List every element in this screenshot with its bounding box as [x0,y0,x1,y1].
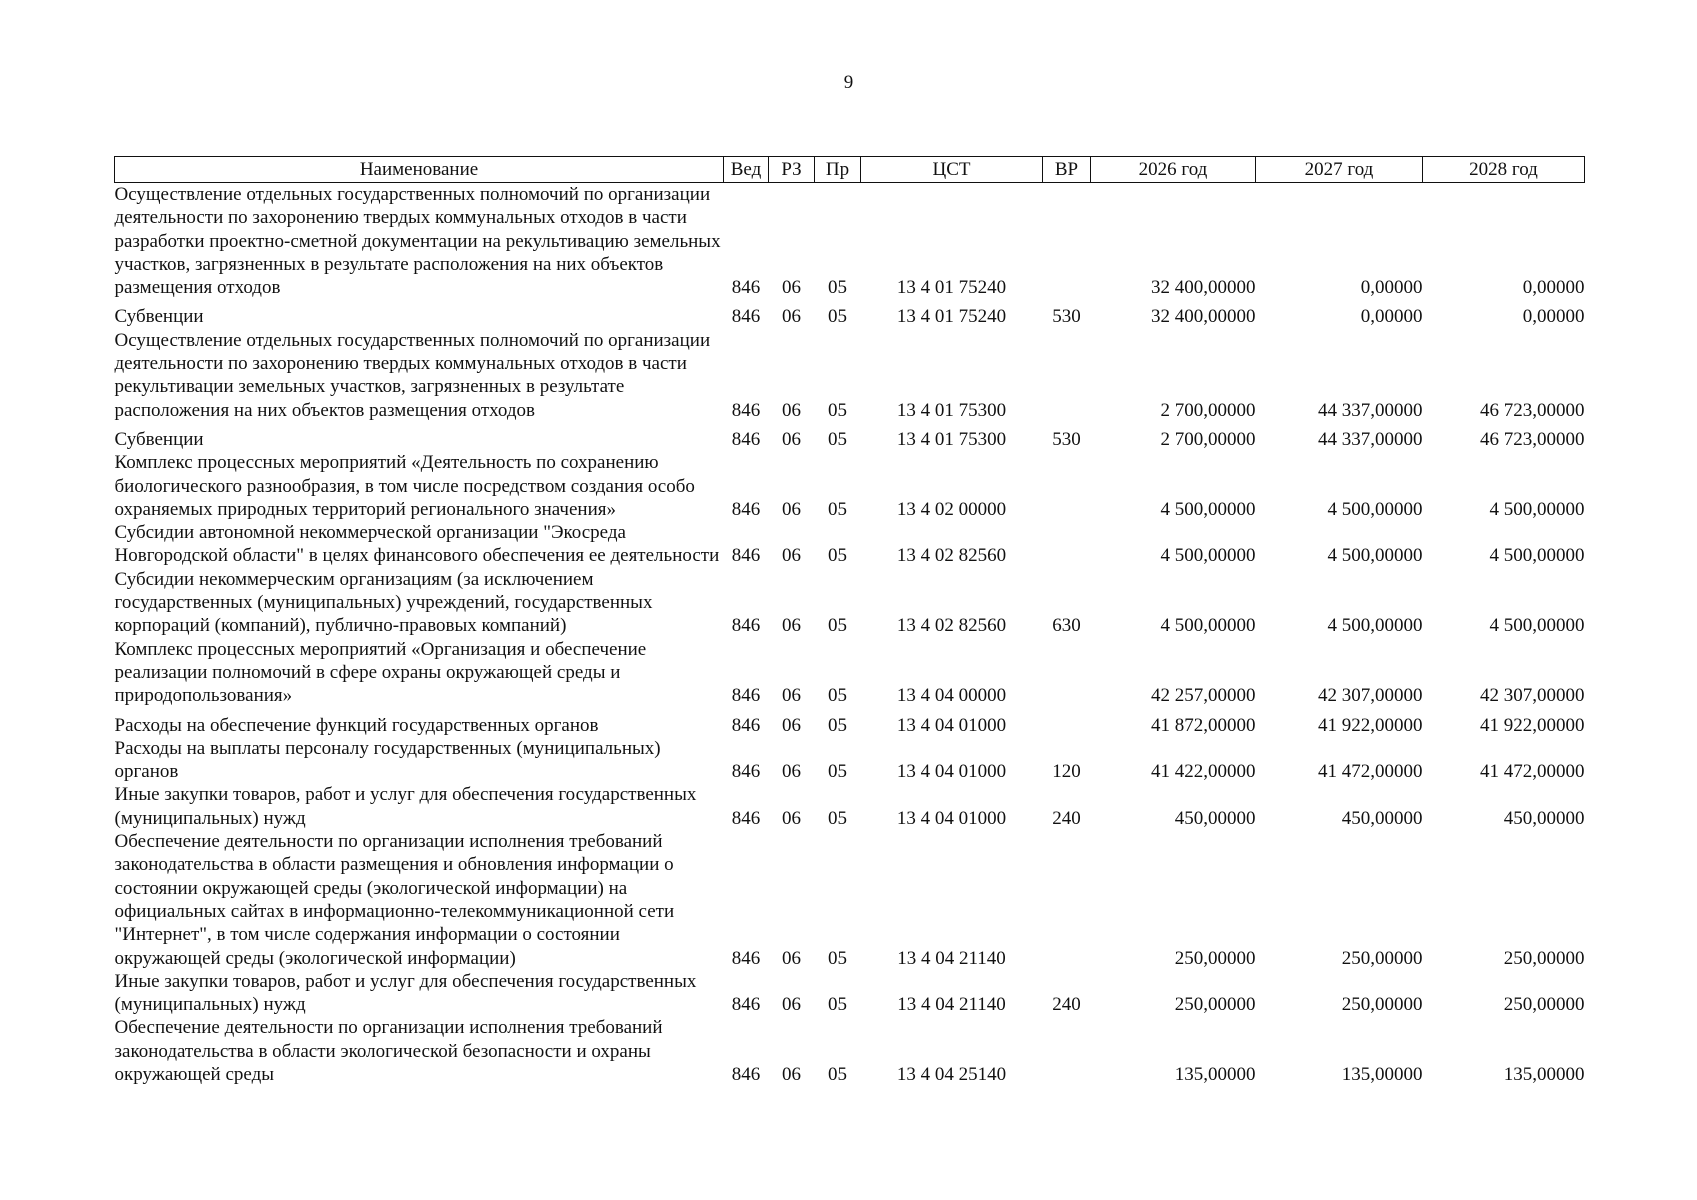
table-header [115,157,1585,183]
row-2028: 450,00000 [1503,807,1585,829]
table-row [115,737,1585,784]
row-2027: 41 472,00000 [1318,761,1423,783]
row-cst: 13 4 04 21140 [897,994,1006,1016]
row-2026: 2 700,00000 [1160,428,1256,450]
header-vr: ВР [1043,157,1091,183]
table-row [115,708,1585,737]
table-row [115,299,1585,328]
row-2027: 450,00000 [1341,807,1423,829]
row-pr: 05 [828,714,847,736]
row-name: Субвенции [114,428,204,450]
header-2026: 2026 год [1091,157,1256,183]
row-2028: 41 472,00000 [1480,761,1585,783]
row-name: Осуществление отдельных государственных полномочий по организации деятельности по захоронению твердых коммунальных отходов в части рекультивации земельных участков, загрязненных в результате расположения на них объектов размещения отходов [114,329,711,421]
row-vr [1043,329,1091,422]
row-2028: 4 500,00000 [1489,615,1585,637]
row-pr: 05 [828,498,847,520]
row-rz: 06 [782,947,801,969]
row-2026: 4 500,00000 [1160,498,1256,520]
row-2026: 41 422,00000 [1151,761,1256,783]
row-2028: 4 500,00000 [1489,545,1585,567]
row-cst: 13 4 04 25140 [896,1063,1007,1085]
row-name: Расходы на обеспечение функций государственных органов [114,714,599,736]
row-vr [1043,1016,1091,1086]
row-2028: 41 922,00000 [1480,714,1585,736]
table-row [115,568,1585,638]
row-name: Обеспечение деятельности по организации исполнения требований законодательства в области экологической безопасности и охраны окружающей среды [114,1017,663,1085]
table-row [115,329,1585,422]
row-ved: 846 [731,947,761,969]
row-cst: 13 4 01 75300 [896,399,1007,421]
row-name: Комплекс процессных мероприятий «Деятельность по сохранению биологического разнообразия, в том числе посредством создания особо охраняемых природных территорий регионального значения» [114,452,695,520]
row-ved: 846 [731,399,761,421]
row-ved: 846 [731,498,761,520]
row-2028: 46 723,00000 [1480,428,1585,450]
row-pr: 05 [828,428,847,450]
row-vr: 530 [1052,428,1081,450]
row-2028: 135,00000 [1503,1063,1585,1085]
row-2026: 41 872,00000 [1151,714,1256,736]
row-2026: 135,00000 [1174,1063,1256,1085]
row-rz: 06 [782,807,801,829]
row-cst: 13 4 02 82560 [896,545,1007,567]
row-rz: 06 [782,761,801,783]
row-rz: 06 [782,277,801,299]
row-cst: 13 4 01 75240 [896,306,1007,328]
row-2026: 32 400,00000 [1151,277,1256,299]
header-ved: Вед [724,157,769,183]
row-pr: 05 [828,615,847,637]
row-2027: 0,00000 [1360,306,1423,328]
row-cst: 13 4 01 75300 [896,428,1007,450]
header-name: Наименование [115,157,724,183]
row-ved: 846 [731,545,761,567]
header-2027: 2027 год [1256,157,1423,183]
row-name: Субсидии некоммерческим организациям (за исключением государственных (муниципальных) учреждений, государственных корпораций (компаний), публично-правовых компаний) [114,568,653,637]
row-rz: 06 [782,685,801,707]
table-row [115,1016,1585,1086]
row-2028: 46 723,00000 [1480,399,1585,421]
row-2026: 250,00000 [1174,947,1256,969]
row-name: Иные закупки товаров, работ и услуг для обеспечения государственных (муниципальных) нужд [114,784,697,829]
row-2026: 42 257,00000 [1151,685,1256,707]
row-2027: 44 337,00000 [1318,428,1423,450]
row-ved: 846 [731,428,761,450]
row-2028: 250,00000 [1503,994,1585,1016]
row-2026: 250,00000 [1174,994,1256,1016]
row-pr: 05 [828,947,847,969]
table-row [115,830,1585,970]
row-vr: 240 [1052,994,1081,1016]
row-rz: 06 [782,498,801,520]
row-2027: 135,00000 [1341,1063,1423,1085]
table-row [115,521,1585,568]
header-row [115,157,1585,183]
row-2028: 4 500,00000 [1489,498,1585,520]
row-vr [1043,183,1091,300]
row-ved: 846 [731,761,761,783]
row-2026: 32 400,00000 [1151,306,1256,328]
row-pr: 05 [828,306,847,328]
row-name: Иные закупки товаров, работ и услуг для обеспечения государственных (муниципальных) нужд [114,970,697,1016]
row-vr: 530 [1052,306,1081,328]
row-pr: 05 [828,277,847,299]
row-pr: 05 [828,399,847,421]
row-cst: 13 4 02 82560 [896,615,1007,637]
row-vr [1043,451,1091,521]
table-row [115,183,1585,300]
row-pr: 05 [828,761,847,783]
table-row [115,422,1585,451]
row-2026: 2 700,00000 [1160,399,1256,421]
row-ved: 846 [731,714,761,736]
page-number: 9 [843,72,854,93]
row-2027: 4 500,00000 [1327,545,1423,567]
row-name: Осуществление отдельных государственных полномочий по организации деятельности по захоронению твердых коммунальных отходов в части разработки проектно-сметной документации на рекультивацию земельных участков, загрязненных в результате расположения на них объектов размещения отходов [114,184,721,299]
table-body [115,183,1585,1087]
row-ved: 846 [731,277,761,299]
row-2027: 44 337,00000 [1318,399,1423,421]
row-ved: 846 [731,615,761,637]
table-row [115,783,1585,830]
row-2027: 250,00000 [1341,947,1423,969]
row-2027: 0,00000 [1360,277,1423,299]
header-pr: Пр [815,157,861,183]
row-name: Обеспечение деятельности по организации исполнения требований законодательства в области размещения и обновления информации о состоянии окружающей среды (экологической информации) на официальных сайтах в информационно-телекоммуникационной сети "Интернет", в том числе содержания информации о состоянии окружающей среды (экологической информации) [114,831,675,969]
header-cst: ЦСТ [861,157,1043,183]
row-pr: 05 [828,1063,847,1085]
row-rz: 06 [782,714,801,736]
row-2028: 0,00000 [1522,277,1585,299]
row-2028: 250,00000 [1503,947,1585,969]
row-vr [1043,830,1091,970]
row-2027: 41 922,00000 [1318,714,1423,736]
row-2027: 42 307,00000 [1318,685,1423,707]
row-vr: 120 [1052,761,1081,783]
row-rz: 06 [782,994,801,1016]
row-vr [1043,521,1091,568]
row-ved: 846 [731,306,761,328]
row-cst: 13 4 01 75240 [896,277,1007,299]
row-2027: 4 500,00000 [1327,615,1423,637]
row-2028: 0,00000 [1522,306,1585,328]
row-2026: 4 500,00000 [1160,615,1256,637]
row-cst: 13 4 04 01000 [896,714,1007,736]
row-ved: 846 [731,1063,761,1085]
row-2027: 250,00000 [1341,994,1423,1016]
row-ved: 846 [731,685,761,707]
row-rz: 06 [782,306,801,328]
header-rz: РЗ [769,157,815,183]
row-name: Комплекс процессных мероприятий «Организация и обеспечение реализации полномочий в сфере охраны окружающей среды и природопользования» [114,638,647,707]
row-pr: 05 [828,545,847,567]
row-name: Расходы на выплаты персоналу государственных (муниципальных) органов [114,737,661,783]
row-pr: 05 [828,807,847,829]
row-2026: 4 500,00000 [1160,545,1256,567]
table-row [115,638,1585,708]
row-ved: 846 [731,807,761,829]
row-rz: 06 [782,615,801,637]
row-vr: 240 [1052,807,1081,829]
row-rz: 06 [782,399,801,421]
row-cst: 13 4 04 01000 [896,761,1007,783]
row-2027: 4 500,00000 [1327,498,1423,520]
row-ved: 846 [731,994,761,1016]
table-row [115,970,1585,1017]
row-name: Субсидии автономной некоммерческой организации "Экосреда Новгородской области" в целях финансового обеспечения ее деятельности [114,522,720,567]
row-rz: 06 [782,428,801,450]
row-cst: 13 4 04 00000 [896,685,1007,707]
row-pr: 05 [828,994,847,1016]
budget-table [114,156,1585,1086]
row-vr [1043,708,1091,737]
row-cst: 13 4 04 01000 [896,807,1007,829]
row-rz: 06 [782,1063,801,1085]
row-name: Субвенции [114,306,204,328]
header-2028: 2028 год [1423,157,1585,183]
row-rz: 06 [782,545,801,567]
row-pr: 05 [828,685,847,707]
table-row [115,451,1585,521]
row-2028: 42 307,00000 [1480,685,1585,707]
row-vr: 630 [1052,615,1081,637]
row-vr [1043,638,1091,708]
row-cst: 13 4 04 21140 [897,947,1006,969]
row-2026: 450,00000 [1174,807,1256,829]
row-cst: 13 4 02 00000 [896,498,1007,520]
